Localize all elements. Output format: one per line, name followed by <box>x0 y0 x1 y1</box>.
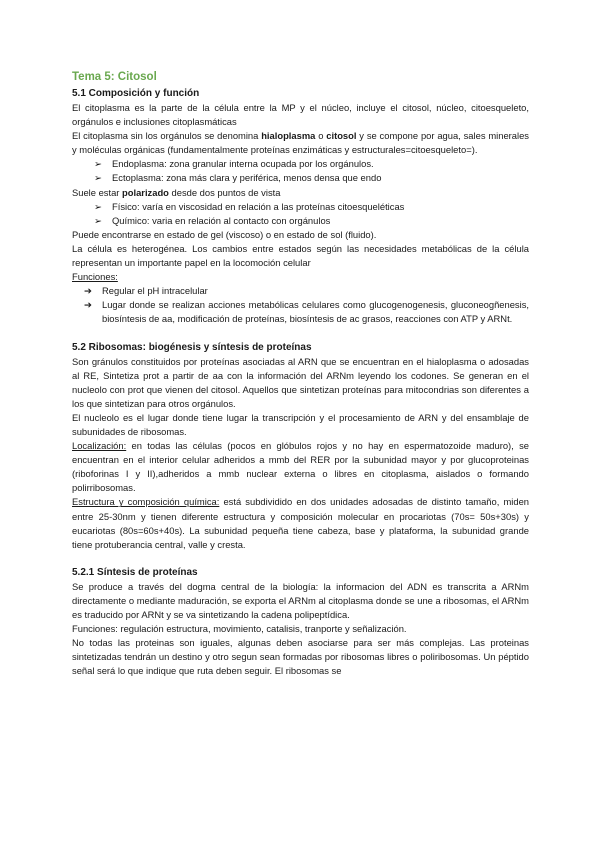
arrowhead-bullet-icon: ➢ <box>94 172 102 184</box>
list-item-text: Regular el pH intracelular <box>102 285 208 297</box>
document-page <box>72 70 529 678</box>
paragraph <box>72 186 529 200</box>
list-item <box>72 284 529 298</box>
section-heading-5-2: 5.2 Ribosomas: biogénesis y síntesis de proteínas <box>72 341 312 353</box>
localizacion-label: Localización: <box>72 440 127 452</box>
document-title: Tema 5: Citosol <box>72 71 157 83</box>
spacer <box>72 327 529 341</box>
spacer <box>72 552 529 566</box>
list-item <box>72 200 529 214</box>
paragraph: Funciones: regulación estructura, movimiento, catalisis, tranporte y señalización. <box>72 623 407 635</box>
list-item <box>72 157 529 171</box>
paragraph <box>72 439 529 495</box>
bold-term-hialoplasma: hialoplasma <box>261 130 316 142</box>
text-run: desde dos puntos de vista <box>168 186 281 198</box>
list-item-text: Lugar donde se realizan acciones metabólicas celulares como glucogenogenesis, gluconeogñenesis, biosíntesis de aa, modificación de proteínas, biosíntesis de ac grasos, reacciones con ATP y ARNt. <box>102 299 529 325</box>
arrowhead-bullet-icon: ➢ <box>94 158 102 170</box>
paragraph: El citoplasma es la parte de la célula entre la MP y el núcleo, incluye el citosol, núcleo, citoesqueleto, orgánulos e inclusiones citoplasmáticas <box>72 102 529 128</box>
list-item-text: Físico: varía en viscosidad en relación a las proteínas citoesqueléticas <box>112 200 405 212</box>
text-run: y se compone por agua, sales minerales y moléculas orgánicas (fundamentalmente proteínas enzimáticas y estructurales=citoesqueleto=). <box>72 130 529 156</box>
section-heading-5-1: 5.1 Composición y función <box>72 88 200 99</box>
paragraph: El nucleolo es el lugar donde tiene lugar la transcripción y el procesamiento de ARN y del ensamblaje de subunidades de ribosomas. <box>72 411 529 437</box>
funciones-label: Funciones: <box>72 271 118 283</box>
bold-term-citosol: citosol <box>326 130 357 142</box>
text-run: El citoplasma sin los orgánulos se denomina <box>72 130 262 142</box>
section-heading-5-2-1: 5.2.1 Síntesis de proteínas <box>72 566 198 578</box>
paragraph: Son gránulos constituidos por proteínas asociadas al ARN que se encuentran en el hialoplasma o adosadas al RE, Sintetiza prot a partir de aa con la información del ARNm leyendo los codones. Se generan en el nucleolo con prot que vienen del citosol. Aquellos que sintetizan proteínas para mitocondrias son diferentes a los que sintetizan para otros orgánulos. <box>72 355 529 409</box>
paragraph <box>72 129 529 157</box>
paragraph: No todas las proteinas son iguales, algunas deben asociarse para ser más complejas. Las proteinas sintetizadas tendrán un destino y otro segun sean formadas por ribosomas libres o poliribosomas. Un péptido señal será lo que indique que ruta deben seguir. El ribosomas se <box>72 637 529 677</box>
text-run: o <box>315 130 327 142</box>
arrow-bullet-icon: ➔ <box>84 285 92 297</box>
list-item-text: Químico: varia en relación al contacto con orgánulos <box>112 214 331 226</box>
arrowhead-bullet-icon: ➢ <box>94 214 102 226</box>
paragraph <box>72 495 529 551</box>
text-run: está subdividido en dos unidades adosadas de distinto tamaño, miden entre 25-30nm y tienen diferente estructura y composición molecular en procariotas (70s= 50s+30s) y eucariotas (80s=60s+40s). La subunidad pequeña tiene cabeza, base y plataforma, la subunidad grande tiene protuberancia central, valle y cresta. <box>72 496 529 550</box>
paragraph: La célula es heterogénea. Los cambios entre estados según las necesidades metabólicas de la célula representan un importante papel en la locomoción celular <box>72 242 529 269</box>
arrow-bullet-icon: ➔ <box>84 299 92 311</box>
arrowhead-bullet-icon: ➢ <box>94 200 102 212</box>
list-item <box>72 298 529 326</box>
list-item <box>72 214 529 228</box>
list-item-text: Ectoplasma: zona más clara y periférica, menos densa que endo <box>112 172 382 184</box>
list-item-text: Endoplasma: zona granular interna ocupada por los orgánulos. <box>112 158 374 170</box>
paragraph: Puede encontrarse en estado de gel (viscoso) o en estado de sol (fluido). <box>72 228 377 240</box>
bold-term-polarizado: polarizado <box>122 186 169 198</box>
paragraph: Se produce a través del dogma central de la biología: la informacion del ADN es transcrita a ARNm directamente o mediante maduración, se exporta el ARNm al citoplasma donde se une a ribosomas, el ARNm es traducido por ARNt y se va sintetizando la cadena polipeptídica. <box>72 580 529 620</box>
text-run: Suele estar <box>72 186 123 198</box>
text-run: en todas las células (pocos en glóbulos rojos y no hay en espermatozoide maduro), se encuentran en el interior celular adheridos a mmb del RER por la subunidad mayor y por glucoproteinas (riboforinas I y II),adheridos a mmb nuclear externa o libres en citoplasma, aislados o formando polirribosomas. <box>72 440 529 494</box>
list-item <box>72 171 529 185</box>
estructura-label: Estructura y composición química: <box>72 496 220 508</box>
